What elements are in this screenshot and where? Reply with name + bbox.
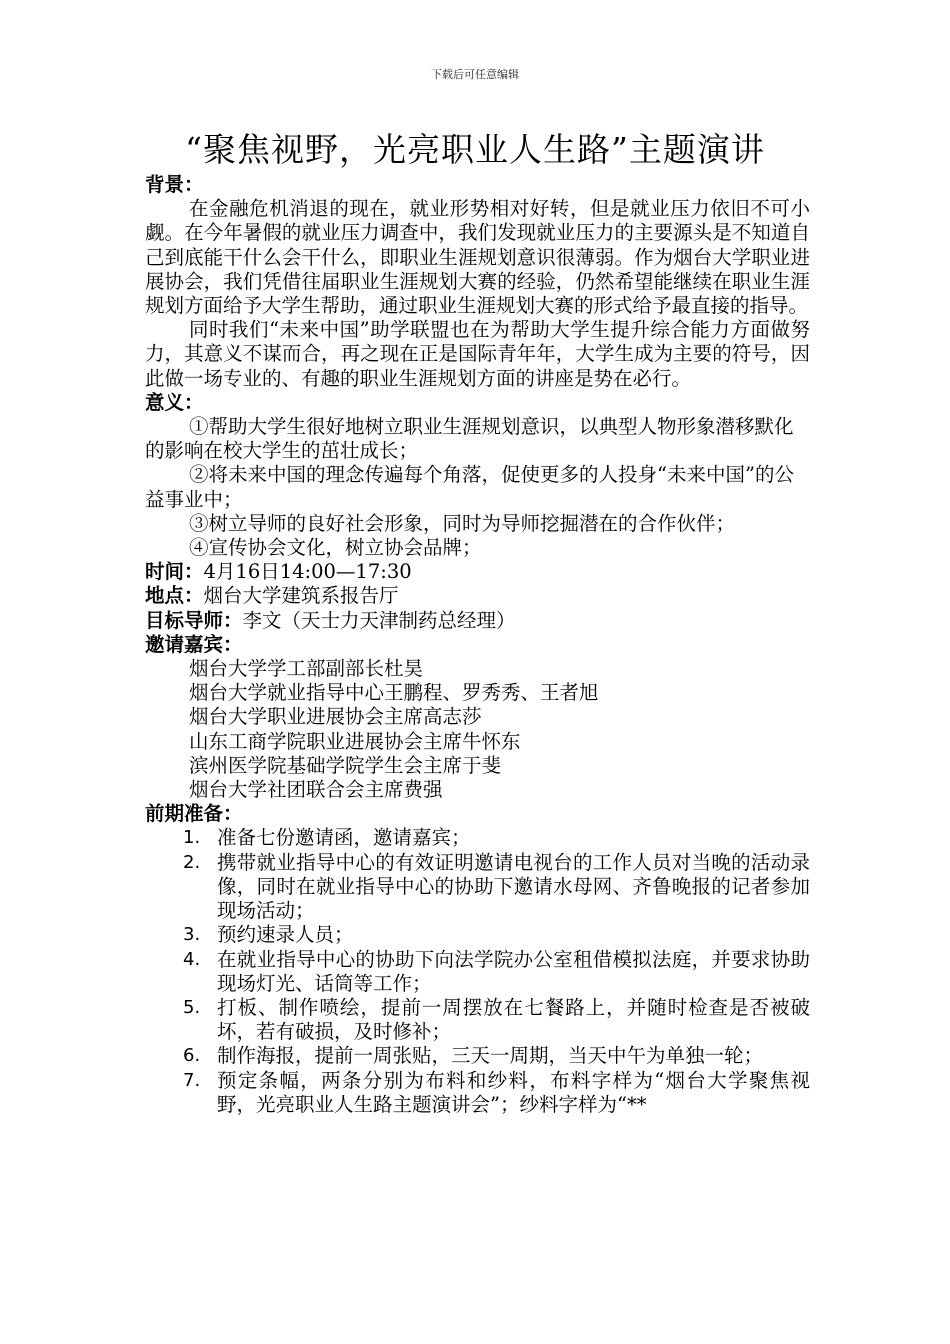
time-value: 4月16日14:00—17:30 [203,560,412,584]
time-line [145,560,810,584]
prep-item-text: 在就业指导中心的协助下向法学院办公室租借模拟法庭，并要求协助现场灯光、话筒等工作； [217,947,810,995]
header-note: 下载后可任意编辑 [431,68,519,81]
guest-item: 山东工商学院职业进展协会主席牛怀东 [189,729,521,753]
meaning-item-4: ④宣传协会文化，树立协会品牌； [189,536,482,560]
prep-item-number: 6. [183,1045,201,1067]
prep-item-number: 2. [183,851,201,873]
prep-item [145,826,810,850]
guest-item: 烟台大学学工部副部长杜昊 [189,657,424,681]
place-label: 地点： [145,584,204,608]
guest-item: 烟台大学社团联合会主席费强 [189,778,443,802]
mentor-label: 目标导师： [145,608,243,632]
prep-item-number: 4. [183,948,201,970]
background-heading: 背景： [145,173,204,196]
prep-item-number: 7. [183,1069,201,1091]
prep-item-text: 预定条幅，两条分别为布料和纱料，布料字样为“烟台大学聚焦视野，光亮职业人生路主题演讲会”；纱料字样为“** [217,1068,810,1116]
meaning-heading: 意义： [145,390,204,414]
prep-item [145,851,810,924]
meaning-item-3: ③树立导师的良好社会形象，同时为导师挖掘潜在的合作伙伴； [189,511,736,535]
place-line [145,584,810,608]
meaning-item-1: ①帮助大学生很好地树立职业生涯规划意识，以典型人物形象潜移默化的影响在校大学生的茁壮成长； [145,415,794,463]
prep-item-text: 打板、制作喷绘，提前一周摆放在七餐路上，并随时检查是否被破坏，若有破损，及时修补； [217,995,810,1044]
prep-item [145,996,810,1044]
prep-item [145,923,810,947]
guests-heading: 邀请嘉宾： [145,632,243,656]
prep-list [145,826,810,1116]
place-value: 烟台大学建筑系报告厅 [203,584,399,608]
mentor-line [145,609,810,633]
guest-item: 烟台大学职业进展协会主席高志莎 [189,705,482,729]
prep-item-number: 5. [183,996,201,1018]
time-label: 时间： [145,560,204,584]
prep-item [145,1069,810,1117]
prep-item-text: 制作海报，提前一周张贴，三天一周期，当天中午为单独一轮； [217,1044,764,1068]
document-title: “聚焦视野，光亮职业人生路”主题演讲 [185,130,765,169]
background-paragraph-1: 在金融危机消退的现在，就业形势相对好转，但是就业压力依旧不可小觑。在今年暑假的就业压力调查中，我们发现就业压力的主要源头是不知道自己到底能干什么会干什么，即职业生涯规划意识很薄弱。作为烟台大学职业进展协会，我们凭借往届职业生涯规划大赛的经验，仍然希望能继续在职业生涯规划方面给予大学生帮助，通过职业生涯规划大赛的形式给予最直接的指导。 [145,197,810,318]
prep-item-text: 准备七份邀请函，邀请嘉宾； [217,826,471,850]
prep-item [145,948,810,996]
mentor-value: 李文（天士力天津制药总经理） [242,608,516,632]
prep-item [145,1044,810,1068]
meaning-item-2: ②将未来中国的理念传遍每个角落，促使更多的人投身“未来中国”的公益事业中； [145,463,794,511]
guest-item: 滨州医学院基础学院学生会主席于斐 [189,753,502,777]
prep-heading: 前期准备： [145,802,243,826]
prep-item-number: 1. [183,827,201,849]
prep-item-text: 携带就业指导中心的有效证明邀请电视台的工作人员对当晚的活动录像，同时在就业指导中心的协助下邀请水母网、齐鲁晚报的记者参加现场活动； [217,850,810,923]
background-paragraph-2: 同时我们“未来中国”助学联盟也在为帮助大学生提升综合能力方面做努力，其意义不谋而合，再之现在正是国际青年年，大学生成为主要的符号，因此做一场专业的、有趣的职业生涯规划方面的讲座是势在必行。 [145,318,810,390]
document-body [145,173,810,1117]
guest-item: 烟台大学就业指导中心王鹏程、罗秀秀、王者旭 [189,681,599,705]
prep-item-text: 预约速录人员； [217,923,354,947]
prep-item-number: 3. [183,924,201,946]
